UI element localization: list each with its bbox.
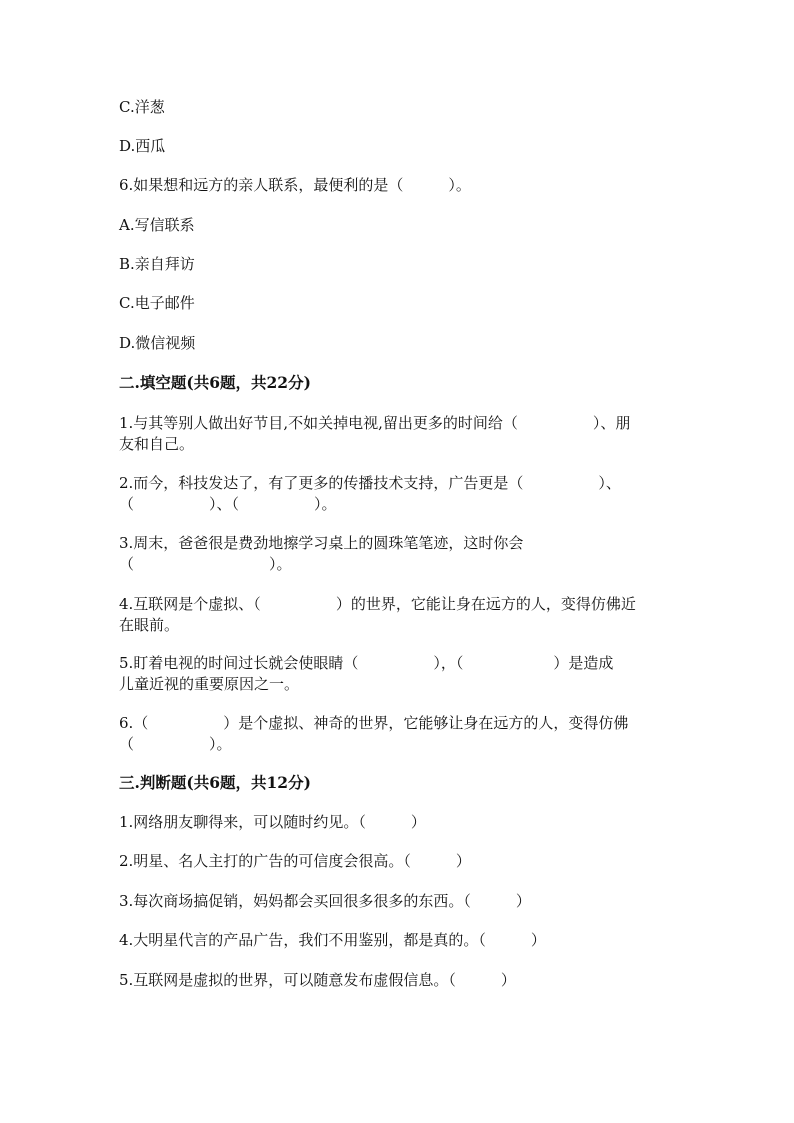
section3-heading: 三.判断题(共6题，共12分) — [119, 773, 311, 792]
fill-q4-line1: 4.互联网是个虚拟、（ ）的世界，它能让身在远方的人，变得仿佛近 — [119, 595, 636, 613]
fill-q5-line1: 5.盯着电视的时间过长就会使眼睛（ ），（ ）是造成 — [119, 654, 614, 672]
q6-option-d: D.微信视频 — [119, 334, 196, 352]
q6-option-c: C.电子邮件 — [119, 294, 195, 312]
fill-q1-line2: 友和自己。 — [119, 435, 195, 453]
section2-heading: 二.填空题(共6题，共22分) — [119, 373, 311, 392]
q5-option-d: D.西瓜 — [119, 137, 166, 155]
q6-stem: 6.如果想和远方的亲人联系，最便利的是（ ）。 — [119, 176, 471, 194]
judge-q1: 1.网络朋友聊得来，可以随时约见。（ ） — [119, 813, 426, 831]
q6-option-b: B.亲自拜访 — [119, 255, 195, 273]
fill-q6-line1: 6.（ ）是个虚拟、神奇的世界，它能够让身在远方的人，变得仿佛 — [119, 714, 629, 732]
fill-q6-line2: （ ）。 — [119, 735, 232, 753]
judge-q5: 5.互联网是虚拟的世界，可以随意发布虚假信息。（ ） — [119, 971, 516, 989]
judge-q2: 2.明星、名人主打的广告的可信度会很高。（ ） — [119, 852, 471, 870]
judge-q4: 4.大明星代言的产品广告，我们不用鉴别，都是真的。（ ） — [119, 931, 546, 949]
fill-q4-line2: 在眼前。 — [119, 616, 180, 634]
q6-option-a: A.写信联系 — [119, 216, 195, 234]
judge-q3: 3.每次商场搞促销，妈妈都会买回很多很多的东西。（ ） — [119, 892, 531, 910]
q5-option-c: C.洋葱 — [119, 98, 165, 116]
fill-q1-line1: 1.与其等别人做出好节目,不如关掉电视,留出更多的时间给（ ）、朋 — [119, 414, 631, 432]
fill-q5-line2: 儿童近视的重要原因之一。 — [119, 675, 300, 693]
fill-q2-line2: （ ）、（ ）。 — [119, 495, 337, 513]
fill-q3-line1: 3.周末，爸爸很是费劲地擦学习桌上的圆珠笔笔迹，这时你会 — [119, 534, 524, 552]
fill-q3-line2: （ ）。 — [119, 555, 292, 573]
fill-q2-line1: 2.而今，科技发达了，有了更多的传播技术支持，广告更是（ ）、 — [119, 474, 621, 492]
